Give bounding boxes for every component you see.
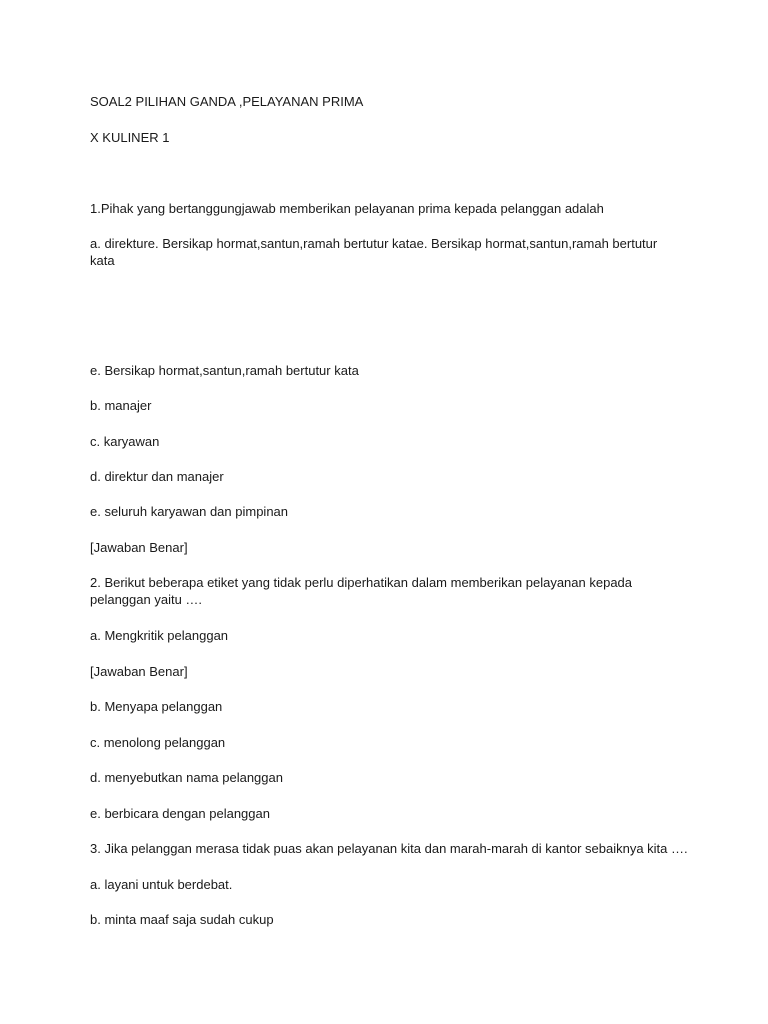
q1-option-e: e. seluruh karyawan dan pimpinan bbox=[90, 504, 289, 519]
q2-option-c: c. menolong pelanggan bbox=[90, 735, 226, 750]
q2-option-e: e. berbicara dengan pelanggan bbox=[90, 806, 270, 821]
document-title: SOAL2 PILIHAN GANDA ,PELAYANAN PRIMA bbox=[90, 94, 364, 109]
question-2: 2. Berikut beberapa etiket yang tidak perlu diperhatikan dalam memberikan pelayanan kepada pelanggan yaitu …. bbox=[90, 575, 633, 607]
q1-answer-marker: [Jawaban Benar] bbox=[90, 540, 188, 555]
q1-option-d: d. direktur dan manajer bbox=[90, 469, 224, 484]
q1-option-a: a. direkture. Bersikap hormat,santun,ramah bertutur katae. Bersikap hormat,santun,ramah bertutur kata bbox=[90, 236, 658, 268]
q2-answer-marker: [Jawaban Benar] bbox=[90, 664, 188, 679]
q2-option-a: a. Mengkritik pelanggan bbox=[90, 628, 229, 643]
q1-option-e-extra: e. Bersikap hormat,santun,ramah bertutur kata bbox=[90, 363, 359, 378]
question-1: 1.Pihak yang bertanggungjawab memberikan pelayanan prima kepada pelanggan adalah bbox=[90, 201, 604, 216]
q2-option-d: d. menyebutkan nama pelanggan bbox=[90, 770, 283, 785]
question-3: 3. Jika pelanggan merasa tidak puas akan pelayanan kita dan marah-marah di kantor sebaiknya kita …. bbox=[90, 841, 688, 856]
class-label: X KULINER 1 bbox=[90, 130, 170, 145]
q2-option-b: b. Menyapa pelanggan bbox=[90, 699, 223, 714]
q3-option-a: a. layani untuk berdebat. bbox=[90, 877, 233, 892]
q3-option-b: b. minta maaf saja sudah cukup bbox=[90, 912, 274, 927]
q1-option-b: b. manajer bbox=[90, 398, 152, 413]
q1-option-c: c. karyawan bbox=[90, 434, 160, 449]
